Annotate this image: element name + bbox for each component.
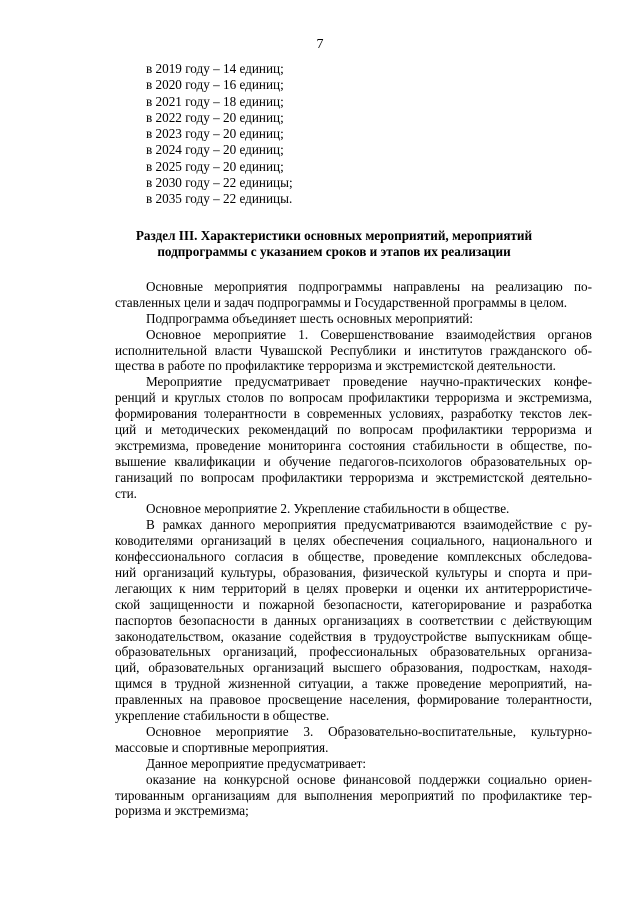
text-line: экстремизма, проведение мониторинга состояния стабильности в обществе, по-: [115, 437, 592, 453]
indicator-item: в 2035 году – 22 единицы.: [146, 191, 293, 207]
text-line: укрепление стабильности в обществе.: [115, 708, 330, 724]
text-line: сти.: [115, 485, 137, 501]
text-line: образовательных организаций, профессиональных образовательных организа-: [115, 644, 592, 660]
text-line: ководителями организаций в целях обеспечения социального, национального и: [115, 533, 592, 549]
text-line: массовые и спортивные мероприятия.: [115, 739, 329, 755]
text-line: ганизаций по вопросам профилактики терроризма и экстремистской деятельно-: [115, 469, 592, 485]
text-line: Основное мероприятие 2. Укрепление стабильности в обществе.: [146, 501, 510, 517]
indicator-item: в 2022 году – 20 единиц;: [146, 109, 284, 125]
text-line: Основные мероприятия подпрограммы направлены на реализацию по-: [146, 279, 592, 294]
text-line: ций и методических рекомендаций по вопросам профилактики терроризма и: [115, 422, 592, 438]
indicator-item: в 2025 году – 20 единиц;: [146, 158, 284, 174]
text-line: ставленных цели и задач подпрограммы и Государственной программы в целом.: [115, 294, 568, 310]
paragraph-measure-2: [115, 501, 592, 517]
paragraph-measure-3-item: [115, 772, 592, 820]
text-line: ской защищенности и пожарной безопасности, категорирование и разработка: [115, 596, 592, 612]
text-line: роризма и экстремизма;: [115, 803, 249, 819]
text-line: Основное мероприятие 3. Образовательно-воспитательные, культурно-: [146, 723, 592, 739]
section-heading-line: Раздел III. Характеристики основных мероприятий, мероприятий: [135, 228, 533, 243]
text-line: тированным организациям для выполнения мероприятий по профилактике тер-: [115, 787, 592, 803]
text-line: Мероприятие предусматривает проведение научно-практических конфе-: [146, 374, 592, 390]
text-line: паспортов безопасности в данных организациях в соответствии с действующим: [115, 612, 592, 628]
body-text: [115, 279, 592, 819]
text-line: вышение квалификации и обучение педагогов-психологов образовательных ор-: [115, 453, 592, 469]
page-number: 7: [316, 37, 324, 52]
paragraph-measure-1-details: [115, 374, 592, 501]
indicator-item: в 2020 году – 16 единиц;: [146, 77, 284, 93]
text-line: конфессионального согласия в обществе, проведение комплексных обследова-: [115, 549, 592, 565]
text-line: ний организаций культуры, образования, физической культуры и спорта и при-: [115, 565, 592, 581]
indicator-item: в 2021 году – 18 единиц;: [146, 93, 284, 109]
paragraph-measure-3-intro: [115, 756, 592, 772]
text-line: законодательством, оказание содействия в трудоустройстве выпускникам обще-: [115, 628, 592, 644]
text-line: легающих к ним территорий в целях проверки и оценки их антитеррористиче-: [115, 580, 592, 596]
text-line: Данное мероприятие предусматривает:: [146, 755, 367, 771]
text-line: правленных на правовое просвещение населения, формирование толерантности,: [115, 692, 592, 708]
text-line: ций, образовательных организаций высшего образования, подросткам, находя-: [115, 660, 592, 676]
indicator-item: в 2023 году – 20 единиц;: [146, 126, 284, 142]
paragraph-measure-1: [115, 327, 592, 375]
text-line: оказание на конкурсной основе финансовой поддержки социально ориен-: [146, 771, 592, 787]
section-heading-line: подпрограммы с указанием сроков и этапов их реализации: [157, 244, 511, 260]
paragraph-measure-2-details: [115, 517, 592, 724]
text-line: Основное мероприятие 1. Совершенствование взаимодействия органов: [146, 326, 592, 342]
paragraph-measure-3: [115, 724, 592, 756]
text-line: Подпрограмма объединяет шесть основных мероприятий:: [146, 310, 474, 326]
indicator-item: в 2019 году – 14 единиц;: [146, 61, 284, 76]
text-line: щества в работе по профилактике терроризма и экстремистской деятельности.: [115, 358, 556, 374]
paragraph-overview: [115, 279, 592, 311]
paragraph-list-intro: [115, 311, 592, 327]
text-line: формирования толерантности в современных условиях, разработку текстов лек-: [115, 406, 592, 422]
text-line: исполнительной власти Чувашской Республики и институтов гражданского об-: [115, 342, 592, 358]
text-line: ренций и круглых столов по вопросам профилактики терроризма и экстремизма,: [115, 390, 592, 406]
indicator-item: в 2024 году – 20 единиц;: [146, 142, 284, 158]
text-line: В рамках данного мероприятия предусматриваются взаимодействие с ру-: [146, 517, 592, 533]
section-heading: [96, 228, 572, 261]
indicator-item: в 2030 году – 22 единицы;: [146, 175, 293, 191]
text-line: щимся в трудной жизненной ситуации, а также проведение мероприятий, на-: [115, 676, 592, 692]
indicator-list: [146, 61, 293, 208]
